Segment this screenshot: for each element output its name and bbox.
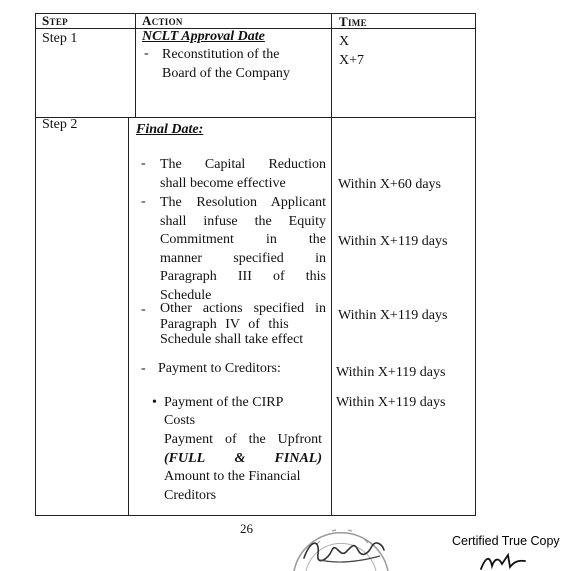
- row2-item1-time: Within X+60 days: [338, 177, 441, 192]
- row2-item3-text: [160, 301, 326, 348]
- column-divider-2: [331, 13, 332, 516]
- row1-item1-dash: -: [144, 46, 149, 61]
- row2-cont-line2-b: &: [234, 450, 246, 466]
- row2-item4-line1: Payment to Creditors:: [158, 361, 281, 376]
- row2-item1-text: [160, 156, 326, 193]
- header-step: Step: [42, 13, 68, 28]
- row2-item1-line2: shall become effective: [160, 175, 286, 191]
- row2-item3-line1: Other actions specified in: [160, 301, 326, 316]
- row1-step: Step 1: [42, 31, 78, 46]
- row2-item1-dash: -: [141, 156, 146, 171]
- row2-item3-line2: Paragraph IV of this: [160, 316, 289, 332]
- page-number: 26: [240, 521, 253, 536]
- row1-time1: X: [339, 34, 350, 49]
- certifier-signature: [478, 552, 528, 571]
- row2-item2-dash: -: [141, 194, 146, 209]
- row2-cont-line2-a: (FULL: [164, 450, 206, 466]
- signature-mark: [298, 530, 388, 571]
- row2-bullet-time: Within X+119 days: [336, 395, 446, 410]
- column-divider-1-lower: [128, 117, 129, 516]
- table-bottom-border: [35, 515, 476, 516]
- row2-item2-line2: shall infuse the Equity: [160, 213, 326, 229]
- table-right-border: [475, 13, 476, 516]
- row2-cont-text: [164, 431, 322, 505]
- row2-bullet-dot: •: [152, 395, 157, 410]
- row2-item2-line5: Paragraph III of this: [160, 269, 326, 284]
- row2-item3-time: Within X+119 days: [338, 308, 448, 323]
- row2-step: Step 2: [42, 117, 78, 132]
- row2-bullet-line1: Payment of the CIRP: [164, 395, 284, 410]
- row1-time2: X+7: [339, 53, 365, 68]
- row2-item2-line3: Commitment in the: [160, 232, 326, 247]
- row2-item2-text: [160, 194, 326, 305]
- row2-cont-line1: Payment of the Upfront: [164, 432, 322, 447]
- row2-item2-line1: The Resolution Applicant: [160, 195, 326, 210]
- row2-item2-line6: Schedule: [160, 287, 212, 303]
- table-left-border: [35, 13, 36, 516]
- table-top-border: [35, 13, 476, 14]
- row1-bottom-border: [35, 117, 476, 118]
- column-divider-1: [135, 13, 136, 118]
- row2-item2-line4: manner specified in: [160, 250, 326, 266]
- header-action: Action: [142, 13, 183, 28]
- row2-item1-line1: The Capital Reduction: [160, 157, 326, 172]
- row1-item1-line1: Reconstitution of the: [162, 47, 280, 62]
- row2-item2-time: Within X+119 days: [338, 234, 448, 249]
- row1-item1-line2: Board of the Company: [162, 66, 290, 81]
- row2-cont-line4: Creditors: [164, 487, 217, 503]
- row2-item3-dash: -: [141, 302, 146, 317]
- row2-item3-line3: Schedule shall take effect: [160, 332, 304, 347]
- row2-title: Final Date:: [136, 122, 204, 137]
- row2-item4-time: Within X+119 days: [336, 365, 446, 380]
- header-time: Time: [339, 14, 367, 29]
- row2-bullet-line2: Costs: [164, 413, 196, 428]
- row2-cont-line2-c: FINAL): [274, 450, 322, 466]
- row2-cont-line2: [164, 450, 322, 469]
- row1-title: NCLT Approval Date: [142, 29, 265, 44]
- certified-true-copy-label: Certified True Copy: [452, 534, 560, 548]
- row2-cont-line3: Amount to the Financial: [164, 469, 301, 484]
- row2-item4-dash: -: [141, 361, 146, 376]
